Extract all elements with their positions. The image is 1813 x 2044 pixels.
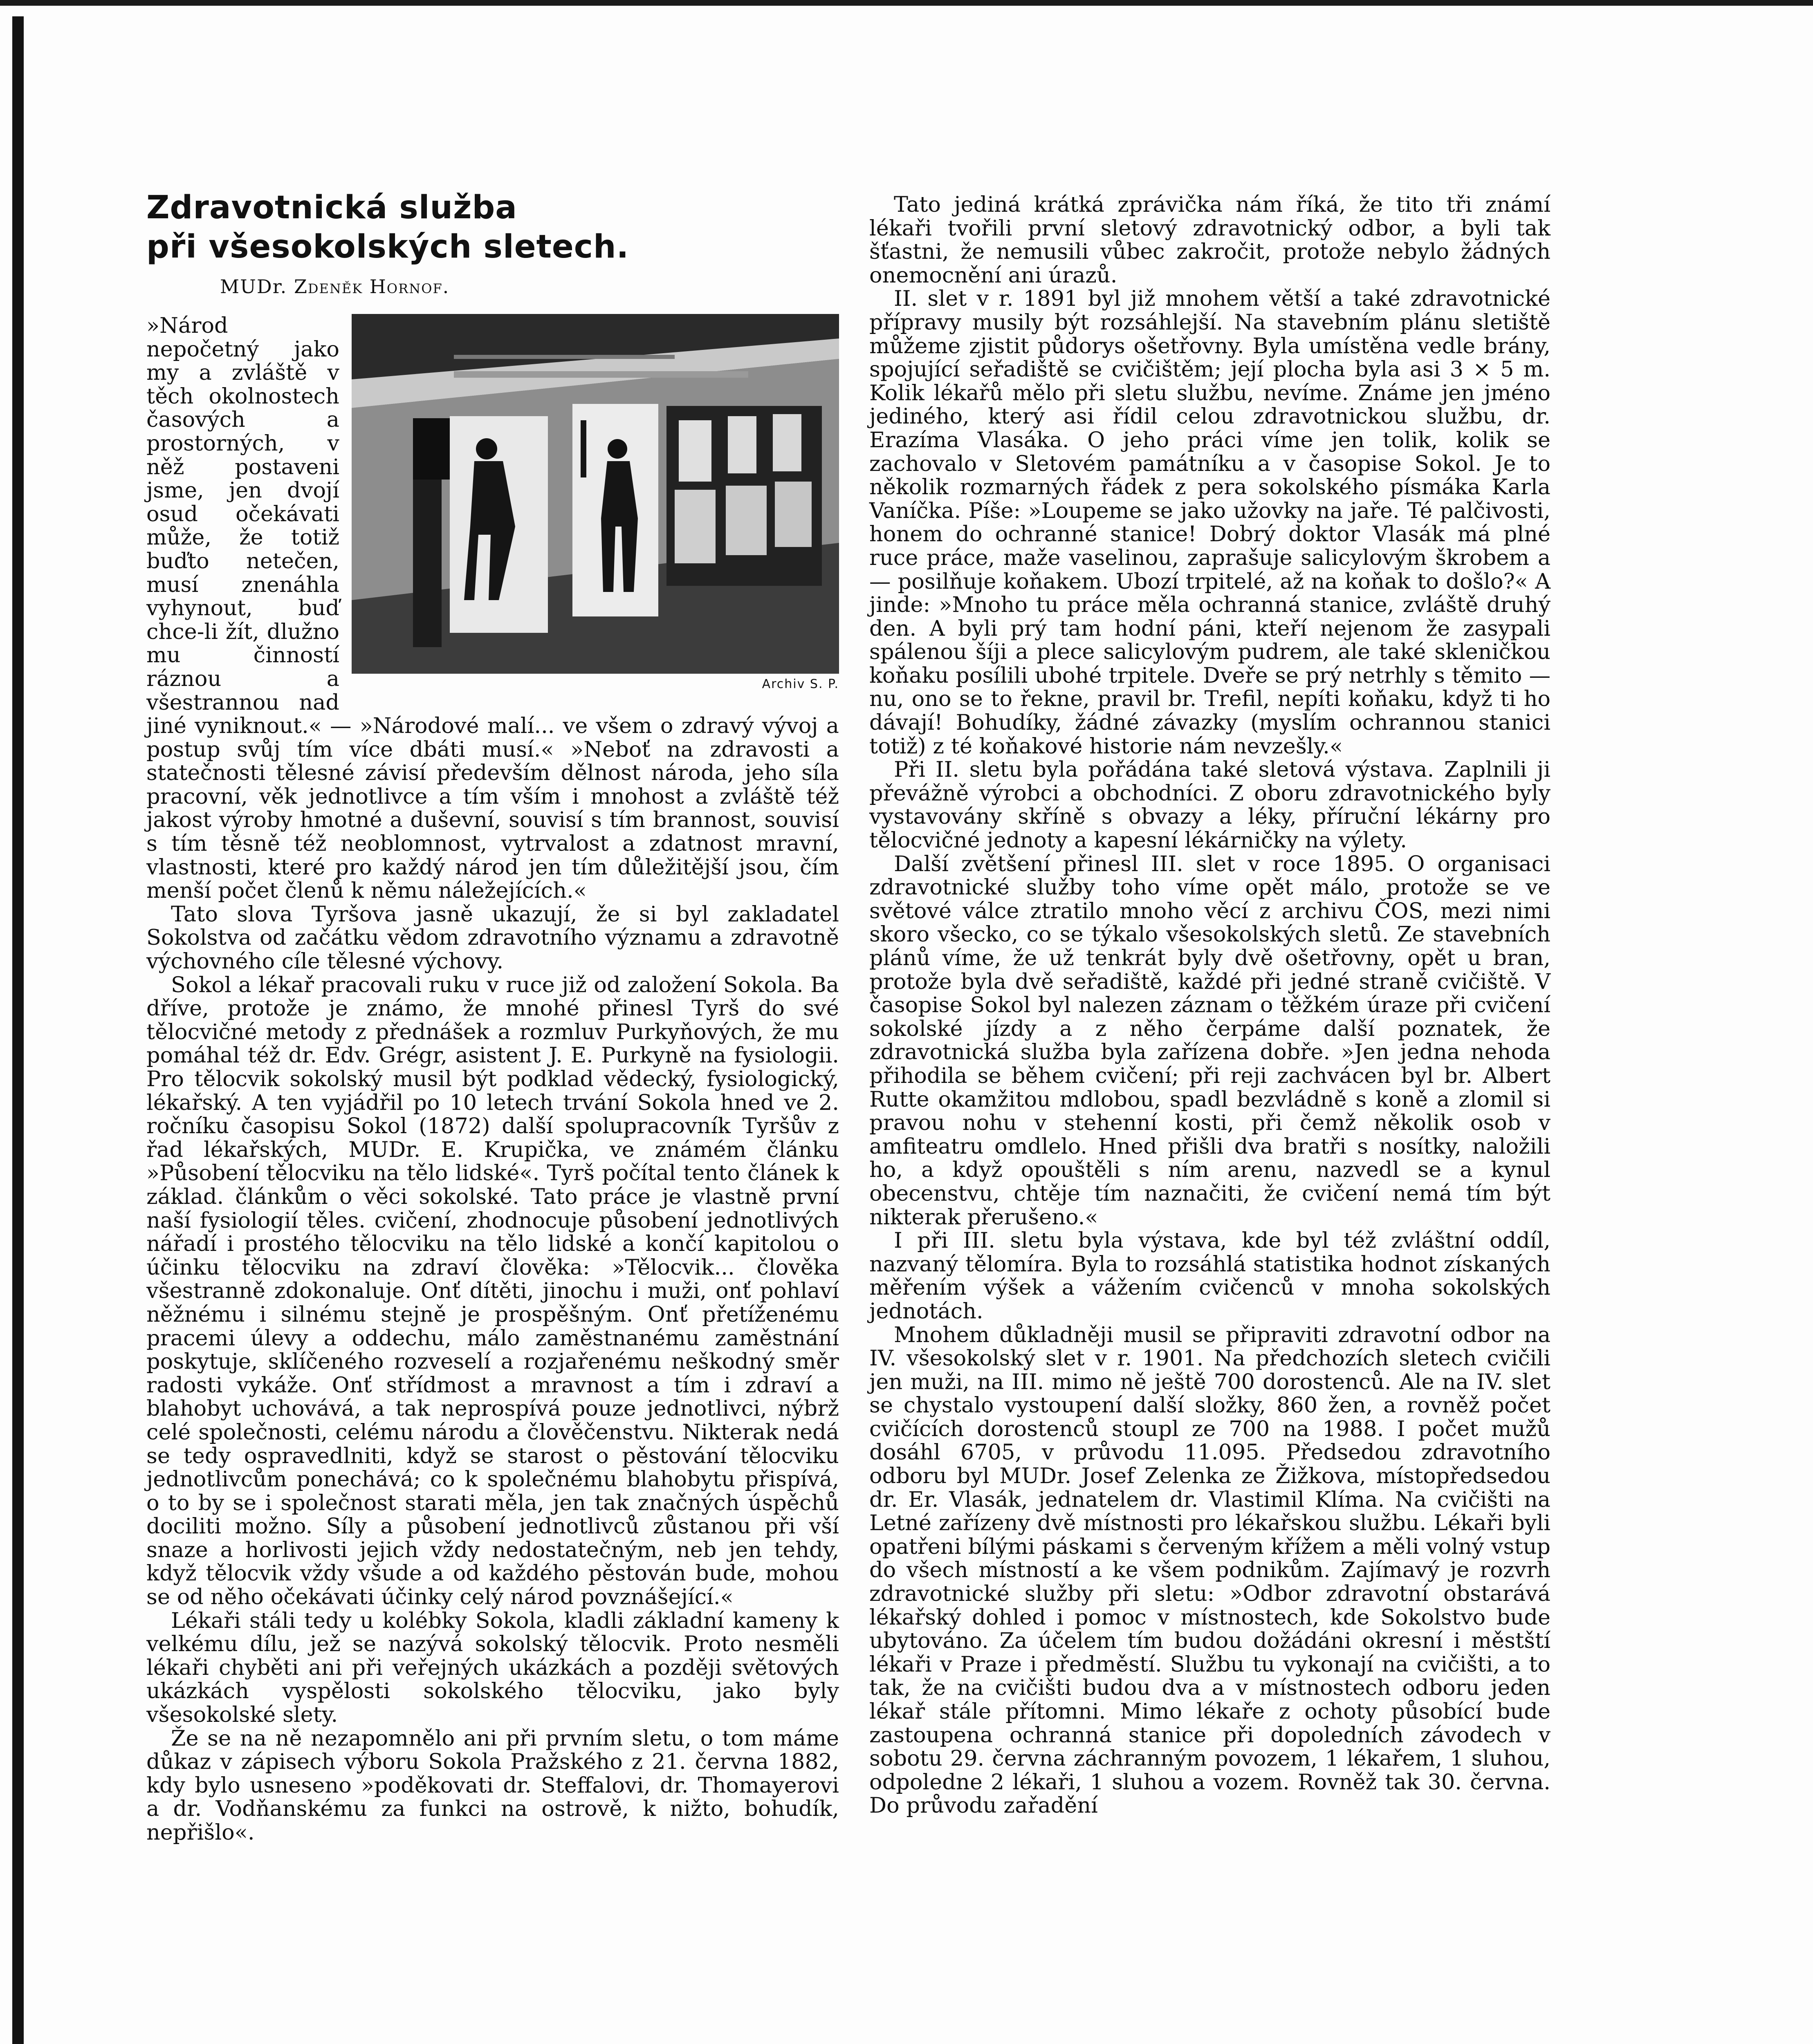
- scan-top-edge: [0, 0, 1813, 6]
- left-column: [146, 188, 839, 1845]
- right-paragraph-5: I při III. sletu byla výstava, kde byl též zvláštní oddíl, nazvaný tělomíra. Byla to rozsáhlá statistika hodnot získaných měřením výšek a vážením cvičenců v mnoha sokolských jednotách.: [869, 1228, 1550, 1324]
- left-paragraph-5: Že se na ně nezapomnělo ani při prvním sletu, o tom máme důkaz v zápisech výboru Sokola Pražského z 21. června 1882, kdy bylo usneseno »poděkovati dr. Steffalovi, dr. Thomayerovi a dr. Vodňanskému za funkci na ostrově, k nižto, bohudík, nepřišlo«.: [146, 1726, 839, 1845]
- author-name: Zdeněk Hornof.: [294, 276, 450, 298]
- title-line-2: při všesokolských sletech.: [146, 229, 629, 265]
- author-byline: [220, 276, 839, 298]
- photo-figure: [352, 314, 839, 691]
- right-paragraph-1: Tato jediná krátká zprávička nám říká, že tito tři známí lékaři tvořili první sletový zdravotnický odbor, a byli tak šťastni, že nemusili vůbec zakročit, protože nebylo žádných onemocnění ani úrazů.: [869, 192, 1550, 288]
- photo-caption: Archiv S. P.: [762, 677, 839, 691]
- left-paragraph-4: Lékaři stáli tedy u kolébky Sokola, kladli základní kameny k velkému dílu, jež se nazývá sokolský tělocvik. Proto nesměli lékaři chyběti ani při veřejných ukázkách a později světových ukázkách vyspělosti sokolského tělocviku, jako byly všesokolské slety.: [146, 1608, 839, 1728]
- right-paragraph-6: Mnohem důkladněji musil se připraviti zdravotní odbor na IV. všesokolský slet v r. 1901. Na předchozích sletech cvičili jen muži, na III. mimo ně ještě 700 dorostenců. Ale na IV. slet se chystalo vystoupení další složky, 860 žen, a rovněž počet cvičících dorostenců stoupl ze 700 na 1988. I počet mužů dosáhl 6705, v průvodu 11.095. Předsedou zdravotního odboru byl MUDr. Josef Zelenka ze Žižkova, místopředsedou dr. Er. Vlasák, jednatelem dr. Vlastimil Klíma. Na cvičišti na Letné zařízeny dvě místnosti pro lékařskou službu. Lékaři byli opatřeni bílými páskami s červeným křížem a měli volný vstup do všech místností a ke všem podnikům. Zajímavý je rozvrh zdravotnické služby při sletu: »Odbor zdravotní obstarává lékařský dohled i pomoc v místnostech, kde Sokolstvo bude ubytováno. Za účelem tím budou dožádáni okresní i městští lékaři v Praze i předměstí. Službu tu vykonají na cvičišti, a to tak, že na cvičišti budou dva a v místnostech odboru jeden lékař stále přítomni. Mimo lékaře z ochoty působící bude zastoupena ochranná stanice při dopoledních závodech v sobotu 29. června záchranným povozem, 1 lékařem, 1 sluhou, odpoledne 2 lékaři, 1 sluhou a vozem. Rovněž tak 30. června. Do průvodu zařadění: [869, 1322, 1550, 1818]
- right-paragraph-3: Při II. sletu byla pořádána také sletová výstava. Zaplnili ji převážně výrobci a obchodníci. Z oboru zdravotnického byly vystavovány skříně s obvazy a léky, příruční lékárny pro tělocvičné jednoty a kapesní lékárničky na výlety.: [869, 757, 1550, 853]
- right-paragraph-4: Další zvětšení přinesl III. slet v roce 1895. O organisaci zdravotnické služby toho víme opět málo, protože se ve světové válce ztratilo mnoho věcí z archivu ČOS, mezi nimi skoro všecko, co se týkalo všesokolských sletů. Ze stavebních plánů víme, že už tenkrát byly dvě ošetřovny, opět u bran, protože byla dvě seřadiště, každé při jedné straně cvičiště. V časopise Sokol byl nalezen záznam o těžkém úraze při cvičení sokolské jízdy a z něho čerpáme další poznatek, že zdravotnická služba byla zařízena dobře. »Jen jedna nehoda přihodila se během cvičení; při reji zachvácen byl br. Albert Rutte okamžitou mdlobou, spadl bezvládně s koně a zlomil si pravou nohu v stehenní kosti, při čemž několik osob v amfiteatru omdlelo. Hned přišli dva bratři s nosítky, naložili ho, a když opouštěli s ním arenu, nazvedl se a kynul obecenstvu, chtěje tím naznačiti, že cvičení nemá tím být nikterak přerušeno.«: [869, 851, 1550, 1230]
- title-line-1: Zdravotnická služba: [146, 189, 517, 226]
- left-paragraph-1: »Národ nepočetný jako my a zvláště v těch okolnostech časových a prostorných, v něž postaveni jsme, jen dvojí osud očekávati může, že totiž buďto netečen, musí znenáhla vyhynout, buď chce-li žít, dlužno mu činností ráznou a všestrannou nad jiné vyniknout.« — »Národové malí... ve všem o zdravý vývoj a postup svůj tím více dbáti musí.« »Neboť na zdravosti a statečnosti tělesné závisí především dělnost národa, jeho síla pracovní, věk jednotlivce a tím vším i mnohost a zvláště též jakost výroby hmotné a duševní, souvisí s tím brannost, souvisí s tím těsně též neoblomnost, vytrvalost a zdatnost mravní, vlastnosti, které pro každý národ jen tím důležitější jsou, čím menší počet členů k němu náležejících.«: [146, 313, 839, 903]
- author-prefix: MUDr.: [220, 276, 287, 298]
- scan-left-edge: [12, 16, 24, 2044]
- right-column: [869, 193, 1550, 1818]
- exhibition-photo: [352, 314, 839, 674]
- left-paragraph-3: Sokol a lékař pracovali ruku v ruce již od založení Sokola. Ba dříve, protože je známo, že mnohé přinesl Tyrš do své tělocvičné metody z přednášek a rozmluv Purkyňových, že mu pomáhal též dr. Edv. Grégr, asistent J. E. Purkyně na fysiologii. Pro tělocvik sokolský musil být podklad vědecký, fysiologický, lékařský. A ten vyjádřil po 10 letech trvání Sokola hned ve 2. ročníku časopisu Sokol (1872) další spolupracovník Tyršův z řad lékařských, MUDr. E. Krupička, ve známém článku »Působení tělocviku na tělo lidské«. Tyrš počítal tento článek k základ. článkům o věci sokolské. Tato práce je vlastně první naší fysiologií těles. cvičení, zhodnocuje působení jednotlivých nářadí i prostého tělocviku na tělo lidské a končí kapitolou o účinku tělocviku na zdraví člověka: »Tělocvik... člověka všestranně zdokonaluje. Onť dítěti, jinochu i muži, onť pohlaví něžnému i silnému stejně je prospěšným. Onť přetíženému pracemi úlevy a oddechu, málo zaměstnanému zaměstnání poskytuje, sklíčeného rozveselí a rozjařenému neškodný směr radosti vykáže. Onť střídmost a mravnost a tím i zdraví a blahobyt uchovává, a tak neprospívá pouze jednotlivci, nýbrž celé společnosti, celému národu a člověčenstvu. Nikterak nedá se tedy ospravedlniti, když se starost o pěstování tělocviku jednotlivcům ponechává; co k společnému blahobytu přispívá, o to by se i společnost starati měla, jen tak značných úspěchů dociliti možno. Síly a působení jednotlivců zůstanou při vší snaze a horlivosti jejich vždy nedostatečným, neb jen tehdy, když tělocvik vždy všude a od každého pěstován bude, mohou se od něho očekávati účinky celý národ povznášející.«: [146, 972, 839, 1610]
- right-paragraph-2: II. slet v r. 1891 byl již mnohem větší a také zdravotnické přípravy musily být rozsáhlejší. Na stavebním plánu sletiště můžeme zjistit půdorys ošetřovny. Byla umístěna vedle brány, spojující seřadiště se cvičištěm; její plocha byla asi 3 × 5 m. Kolik lékařů mělo při sletu službu, nevíme. Známe jen jméno jediného, který asi řídil celou zdravotnickou službu, dr. Erazíma Vlasáka. O jeho práci víme jen tolik, kolik se zachovalo v Sletovém památníku a v časopise Sokol. Je to několik rozmarných řádek z pera sokolského písmáka Karla Vaníčka. Píše: »Loupeme se jako užovky na jaře. Té palčivosti, honem do ochranné stanice! Dobrý doktor Vlasák má plné ruce práce, maže vaselinou, zaprašuje salicylovým škrobem a — posilňuje koňakem. Ubozí trpitelé, až na koňak to došlo?« A jinde: »Mnoho tu práce měla ochranná stanice, zvláště druhý den. A byli prý tam hodní páni, kteří nejenom že zasypali spálenou šíji a plece salicylovým pudrem, ale také skleničkou koňaku posílili ubohé trpitele. Dveře se prý netrhly s těmito — nu, ono se to řekne, pravil br. Trefil, nepíti koňaku, když ti ho dávají! Bohudíky, žádné závazky (myslím ochrannou stanici totiž) z té koňakové historie nám nevzešly.«: [869, 286, 1550, 759]
- left-paragraph-2: Tato slova Tyršova jasně ukazují, že si byl zakladatel Sokolstva od začátku vědom zdravotního významu a zdravotně výchovného cíle tělesné výchovy.: [146, 901, 839, 974]
- article-title: [146, 188, 839, 267]
